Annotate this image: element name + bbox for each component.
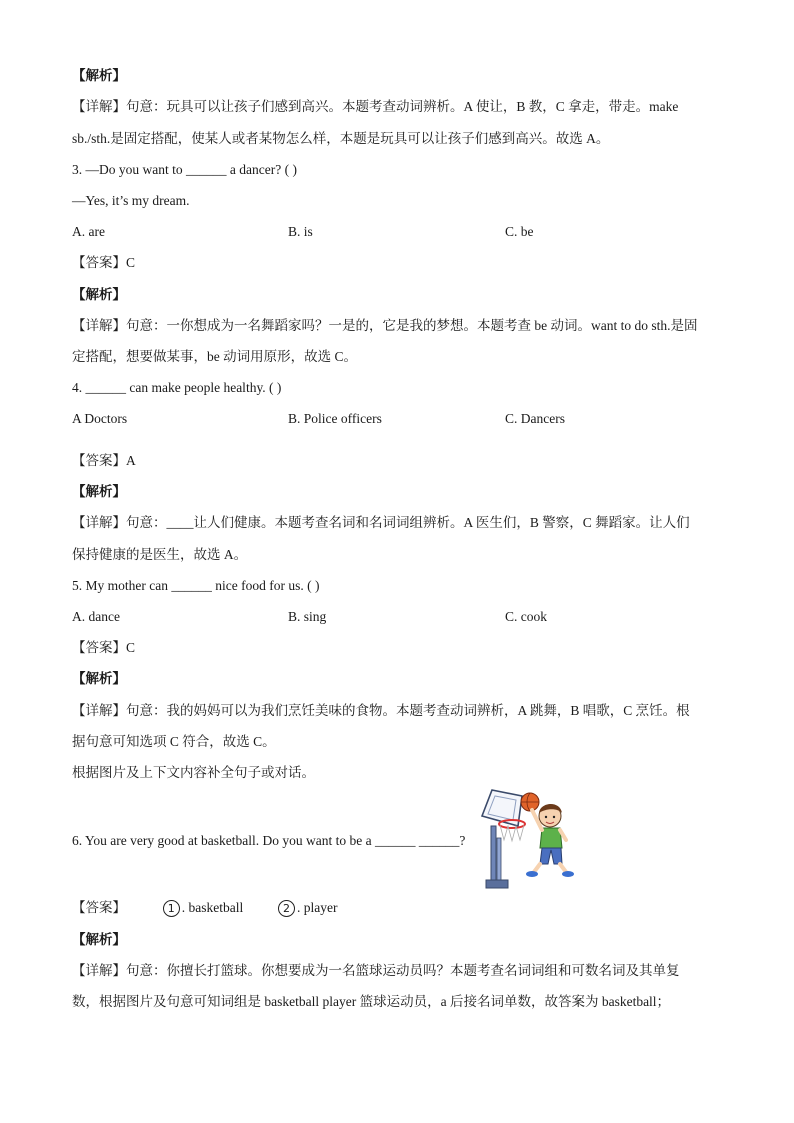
detail-text: 定搭配，想要做某事，be 动词用原形，故选 C。 [72,349,357,364]
answer-label: 【答案】A [72,453,136,468]
blank-1-number: 1 [163,900,180,917]
question-3: 3. —Do you want to ______ a dancer? ( ) [72,162,297,177]
boy-playing-basketball-icon [474,786,584,892]
section-instruction: 根据图片及上下文内容补全句子或对话。 [72,765,315,780]
q3-option-c: C. be [505,224,534,239]
q5-option-b: B. sing [288,609,327,624]
q4-option-c: C. Dancers [505,411,565,426]
detail-text: 【详解】句意：一你想成为一名舞蹈家吗？一是的，它是我的梦想。本题考查 be 动词。want to do sth.是固 [72,318,698,333]
q3-option-a: A. are [72,224,105,239]
detail-text: 【详解】句意：____让人们健康。本题考查名词和名词词组辨析。A 医生们，B 警察，C 舞蹈家。让人们 [72,515,690,530]
q5-option-a: A. dance [72,609,120,624]
analysis-label: 【解析】 [72,671,126,686]
answer-label: 【答案】C [72,255,136,270]
q5-option-c: C. cook [505,609,547,624]
q6-answer [72,898,732,918]
detail-text: 【详解】句意：玩具可以让孩子们感到高兴。本题考查动词辨析。A 使让，B 教，C 拿走，带走。make [72,99,679,114]
question-6: 6. You are very good at basketball. Do you want to be a ______ ______? [72,833,466,848]
question-4: 4. ______ can make people healthy. ( ) [72,380,282,395]
detail-text: 【详解】句意：我的妈妈可以为我们烹饪美味的食物。本题考查动词辨析，A 跳舞，B 唱歌，C 烹饪。根 [72,703,690,718]
detail-text: 【详解】句意：你擅长打篮球。你想要成为一名篮球运动员吗？本题考查名词词组和可数名词及其单复 [72,963,680,978]
analysis-label: 【解析】 [72,484,126,499]
analysis-label: 【解析】 [72,287,126,302]
blank-1-answer: . basketball [181,900,244,915]
question-5: 5. My mother can ______ nice food for us. ( ) [72,578,320,593]
detail-text: 据句意可知选项 C 符合，故选 C。 [72,734,276,749]
analysis-label: 【解析】 [72,932,126,947]
detail-text: sb./sth.是固定搭配，使某人或者某物怎么样，本题是玩具可以让孩子们感到高兴。故选 A。 [72,131,610,146]
q4-option-b: B. Police officers [288,411,382,426]
question-3-reply: —Yes, it’s my dream. [72,193,190,208]
blank-2-number: 2 [278,900,295,917]
detail-text: 保持健康的是医生，故选 A。 [72,547,248,562]
answer-label: 【答案】C [72,640,136,655]
analysis-label: 【解析】 [72,68,126,83]
q4-option-a: A Doctors [72,411,128,426]
detail-text: 数，根据图片及句意可知词组是 basketball player 篮球运动员，a 后接名词单数，故答案为 basketball； [72,994,671,1009]
q3-option-b: B. is [288,224,313,239]
blank-2-answer: . player [296,900,338,915]
answer-label: 【答案】 [72,900,126,915]
